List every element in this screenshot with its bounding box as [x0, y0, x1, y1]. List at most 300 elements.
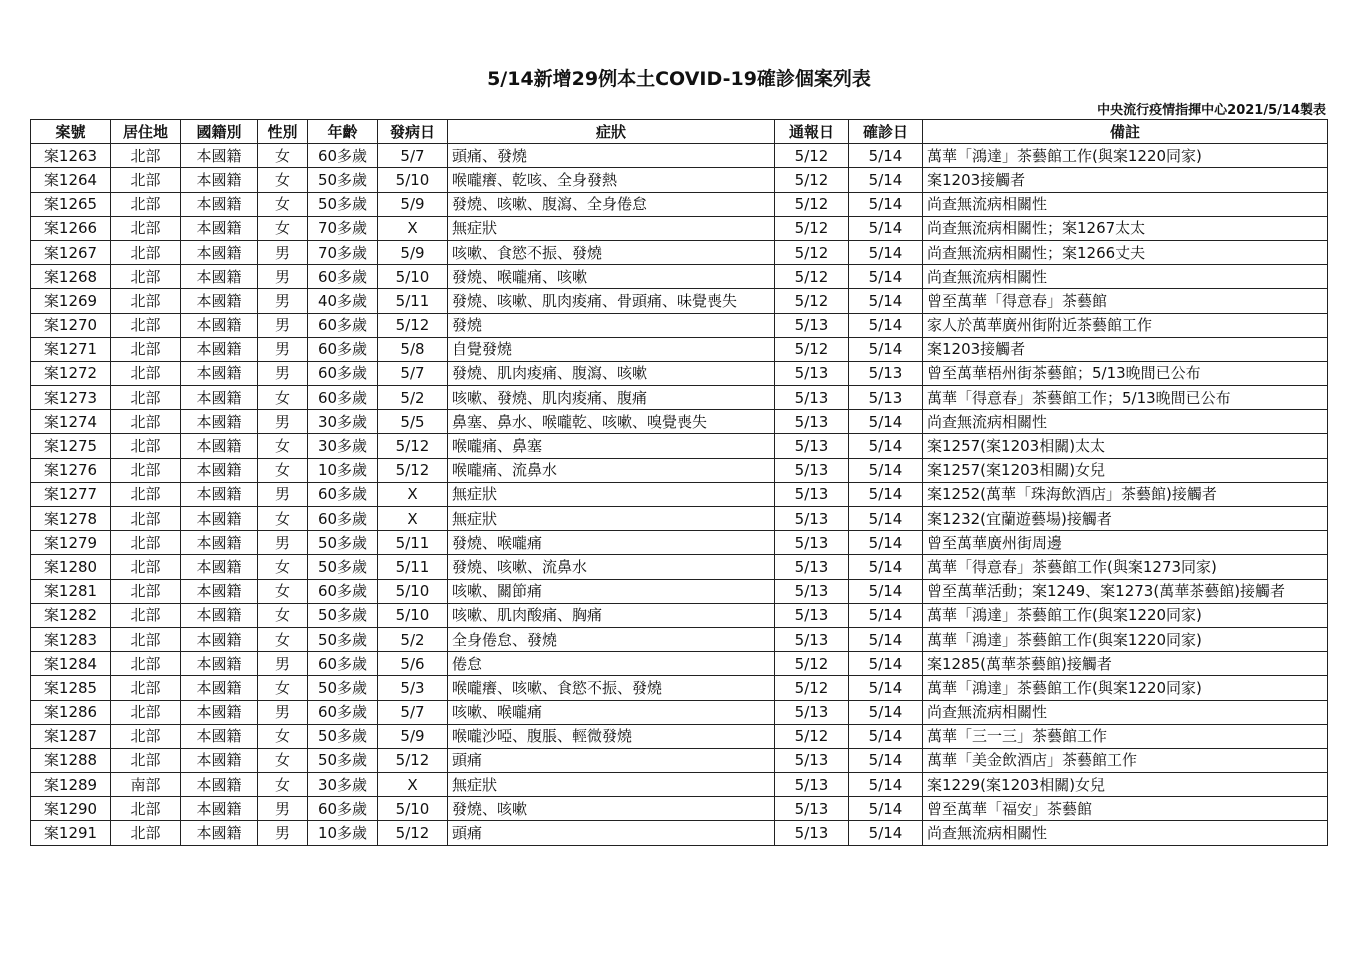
cell-notes: 案1229(案1203相關)女兒: [923, 773, 1328, 797]
cell-sex: 男: [258, 289, 308, 313]
cell-notes: 萬華「美金飲酒店」茶藝館工作: [923, 748, 1328, 772]
table-row: [31, 168, 1328, 192]
cell-age: 10多歲: [308, 458, 378, 482]
cell-confirm-date: 5/14: [849, 337, 923, 361]
cell-age: 50多歲: [308, 192, 378, 216]
issuer-date-note: 中央流行疫情指揮中心2021/5/14製表: [1097, 103, 1326, 118]
cell-sex: 男: [258, 821, 308, 845]
cell-age: 60多歲: [308, 265, 378, 289]
cell-confirm-date: 5/14: [849, 410, 923, 434]
cell-nationality: 本國籍: [181, 240, 258, 264]
cell-nationality: 本國籍: [181, 361, 258, 385]
cell-notes: 案1285(萬華茶藝館)接觸者: [923, 652, 1328, 676]
cell-notes: 尚查無流病相關性: [923, 192, 1328, 216]
case-rows: [31, 144, 1328, 845]
cell-sex: 男: [258, 482, 308, 506]
cell-onset-date: 5/10: [378, 603, 448, 627]
cell-sex: 女: [258, 676, 308, 700]
cell-case-id: 案1269: [31, 289, 111, 313]
cell-sex: 女: [258, 748, 308, 772]
cell-age: 60多歲: [308, 144, 378, 168]
cell-case-id: 案1265: [31, 192, 111, 216]
cell-symptoms: 發燒、咳嗽、腹瀉、全身倦怠: [448, 192, 775, 216]
cell-symptoms: 喉嚨癢、乾咳、全身發熱: [448, 168, 775, 192]
cell-confirm-date: 5/14: [849, 652, 923, 676]
cell-case-id: 案1275: [31, 434, 111, 458]
cell-onset-date: 5/11: [378, 531, 448, 555]
cell-report-date: 5/13: [775, 434, 849, 458]
cell-case-id: 案1291: [31, 821, 111, 845]
cell-confirm-date: 5/14: [849, 458, 923, 482]
cell-onset-date: X: [378, 216, 448, 240]
cell-symptoms: 倦怠: [448, 652, 775, 676]
cell-case-id: 案1282: [31, 603, 111, 627]
cell-symptoms: 喉嚨癢、咳嗽、食慾不振、發燒: [448, 676, 775, 700]
cell-sex: 女: [258, 603, 308, 627]
table-row: [31, 240, 1328, 264]
cell-report-date: 5/12: [775, 144, 849, 168]
cell-onset-date: 5/7: [378, 700, 448, 724]
cell-symptoms: 發燒、咳嗽、肌肉痠痛、骨頭痛、味覺喪失: [448, 289, 775, 313]
cell-notes: 尚查無流病相關性；案1267太太: [923, 216, 1328, 240]
cell-residence: 北部: [111, 216, 181, 240]
col-header-age: 年齡: [308, 120, 378, 144]
cell-symptoms: 頭痛: [448, 821, 775, 845]
cell-residence: 北部: [111, 361, 181, 385]
cell-sex: 女: [258, 144, 308, 168]
table-row: [31, 507, 1328, 531]
cell-age: 50多歲: [308, 748, 378, 772]
cell-symptoms: 喉嚨沙啞、腹脹、輕微發燒: [448, 724, 775, 748]
cell-notes: 萬華「鴻達」茶藝館工作(與案1220同家): [923, 144, 1328, 168]
cell-sex: 女: [258, 724, 308, 748]
cell-notes: 萬華「三一三」茶藝館工作: [923, 724, 1328, 748]
cell-case-id: 案1290: [31, 797, 111, 821]
cell-nationality: 本國籍: [181, 700, 258, 724]
cell-confirm-date: 5/14: [849, 434, 923, 458]
cell-residence: 北部: [111, 386, 181, 410]
cell-notes: 萬華「鴻達」茶藝館工作(與案1220同家): [923, 676, 1328, 700]
table-row: [31, 724, 1328, 748]
cell-notes: 尚查無流病相關性: [923, 700, 1328, 724]
cell-notes: 曾至萬華「福安」茶藝館: [923, 797, 1328, 821]
cell-sex: 男: [258, 337, 308, 361]
cell-confirm-date: 5/14: [849, 700, 923, 724]
cell-notes: 案1252(萬華「珠海飲酒店」茶藝館)接觸者: [923, 482, 1328, 506]
cell-case-id: 案1285: [31, 676, 111, 700]
cell-case-id: 案1268: [31, 265, 111, 289]
cell-report-date: 5/12: [775, 724, 849, 748]
cell-notes: 曾至萬華廣州街周邊: [923, 531, 1328, 555]
cell-nationality: 本國籍: [181, 627, 258, 651]
cell-nationality: 本國籍: [181, 603, 258, 627]
cell-sex: 女: [258, 555, 308, 579]
cell-confirm-date: 5/14: [849, 216, 923, 240]
table-row: [31, 386, 1328, 410]
cell-residence: 北部: [111, 434, 181, 458]
cell-symptoms: 頭痛: [448, 748, 775, 772]
cell-symptoms: 發燒、咳嗽: [448, 797, 775, 821]
cell-confirm-date: 5/14: [849, 821, 923, 845]
cell-symptoms: 全身倦怠、發燒: [448, 627, 775, 651]
cell-case-id: 案1288: [31, 748, 111, 772]
cell-symptoms: 無症狀: [448, 482, 775, 506]
cell-onset-date: 5/2: [378, 627, 448, 651]
cell-onset-date: 5/12: [378, 313, 448, 337]
cell-symptoms: 鼻塞、鼻水、喉嚨乾、咳嗽、嗅覺喪失: [448, 410, 775, 434]
cell-nationality: 本國籍: [181, 289, 258, 313]
cell-notes: 尚查無流病相關性；案1266丈夫: [923, 240, 1328, 264]
cell-residence: 北部: [111, 700, 181, 724]
cell-case-id: 案1278: [31, 507, 111, 531]
cell-case-id: 案1264: [31, 168, 111, 192]
cell-notes: 案1232(宜蘭遊藝場)接觸者: [923, 507, 1328, 531]
cell-case-id: 案1276: [31, 458, 111, 482]
cell-onset-date: 5/10: [378, 797, 448, 821]
cell-case-id: 案1263: [31, 144, 111, 168]
cell-report-date: 5/13: [775, 507, 849, 531]
cell-age: 50多歲: [308, 555, 378, 579]
cell-sex: 男: [258, 700, 308, 724]
cell-report-date: 5/13: [775, 555, 849, 579]
cell-symptoms: 頭痛、發燒: [448, 144, 775, 168]
cell-residence: 北部: [111, 192, 181, 216]
cell-symptoms: 咳嗽、食慾不振、發燒: [448, 240, 775, 264]
cell-report-date: 5/12: [775, 216, 849, 240]
case-table: [30, 119, 1328, 846]
cell-residence: 北部: [111, 458, 181, 482]
cell-sex: 女: [258, 458, 308, 482]
col-header-notes: 備註: [923, 120, 1328, 144]
cell-symptoms: 咳嗽、發燒、肌肉痠痛、腹痛: [448, 386, 775, 410]
cell-symptoms: 發燒: [448, 313, 775, 337]
col-header-confirm-date: 確診日: [849, 120, 923, 144]
table-row: [31, 748, 1328, 772]
cell-sex: 女: [258, 216, 308, 240]
cell-age: 60多歲: [308, 507, 378, 531]
cell-report-date: 5/13: [775, 410, 849, 434]
cell-onset-date: 5/2: [378, 386, 448, 410]
cell-confirm-date: 5/14: [849, 289, 923, 313]
col-header-residence: 居住地: [111, 120, 181, 144]
cell-case-id: 案1267: [31, 240, 111, 264]
cell-onset-date: 5/6: [378, 652, 448, 676]
cell-onset-date: 5/12: [378, 434, 448, 458]
cell-nationality: 本國籍: [181, 507, 258, 531]
cell-residence: 北部: [111, 652, 181, 676]
cell-nationality: 本國籍: [181, 434, 258, 458]
cell-symptoms: 無症狀: [448, 773, 775, 797]
cell-nationality: 本國籍: [181, 337, 258, 361]
cell-report-date: 5/13: [775, 458, 849, 482]
cell-symptoms: 喉嚨痛、流鼻水: [448, 458, 775, 482]
cell-confirm-date: 5/14: [849, 603, 923, 627]
table-row: [31, 410, 1328, 434]
cell-residence: 北部: [111, 313, 181, 337]
cell-nationality: 本國籍: [181, 386, 258, 410]
table-row: [31, 289, 1328, 313]
cell-sex: 女: [258, 773, 308, 797]
table-row: [31, 627, 1328, 651]
cell-sex: 男: [258, 240, 308, 264]
cell-symptoms: 咳嗽、關節痛: [448, 579, 775, 603]
cell-sex: 女: [258, 579, 308, 603]
cell-notes: 萬華「得意春」茶藝館工作(與案1273同家): [923, 555, 1328, 579]
cell-notes: 萬華「得意春」茶藝館工作；5/13晚間已公布: [923, 386, 1328, 410]
cell-case-id: 案1283: [31, 627, 111, 651]
cell-report-date: 5/13: [775, 361, 849, 385]
cell-age: 70多歲: [308, 240, 378, 264]
cell-symptoms: 無症狀: [448, 216, 775, 240]
cell-report-date: 5/13: [775, 773, 849, 797]
cell-age: 70多歲: [308, 216, 378, 240]
cell-nationality: 本國籍: [181, 797, 258, 821]
cell-residence: 北部: [111, 555, 181, 579]
cell-age: 50多歲: [308, 676, 378, 700]
cell-report-date: 5/12: [775, 192, 849, 216]
cell-residence: 南部: [111, 773, 181, 797]
document-title: 5/14新增29例本土COVID-19確診個案列表: [487, 68, 871, 90]
cell-onset-date: 5/9: [378, 192, 448, 216]
header-row: [31, 120, 1328, 144]
cell-confirm-date: 5/14: [849, 627, 923, 651]
cell-case-id: 案1272: [31, 361, 111, 385]
cell-onset-date: 5/5: [378, 410, 448, 434]
cell-confirm-date: 5/13: [849, 361, 923, 385]
cell-onset-date: 5/11: [378, 555, 448, 579]
cell-notes: 尚查無流病相關性: [923, 821, 1328, 845]
cell-onset-date: 5/12: [378, 748, 448, 772]
table-row: [31, 531, 1328, 555]
table-row: [31, 337, 1328, 361]
table-row: [31, 458, 1328, 482]
cell-case-id: 案1284: [31, 652, 111, 676]
cell-age: 60多歲: [308, 579, 378, 603]
table-row: [31, 821, 1328, 845]
cell-residence: 北部: [111, 531, 181, 555]
cell-confirm-date: 5/13: [849, 386, 923, 410]
cell-nationality: 本國籍: [181, 410, 258, 434]
cell-case-id: 案1277: [31, 482, 111, 506]
cell-onset-date: 5/8: [378, 337, 448, 361]
cell-sex: 女: [258, 168, 308, 192]
cell-age: 30多歲: [308, 410, 378, 434]
cell-report-date: 5/13: [775, 797, 849, 821]
cell-confirm-date: 5/14: [849, 144, 923, 168]
cell-age: 60多歲: [308, 313, 378, 337]
col-header-report-date: 通報日: [775, 120, 849, 144]
cell-age: 60多歲: [308, 652, 378, 676]
cell-age: 50多歲: [308, 724, 378, 748]
cell-onset-date: 5/7: [378, 361, 448, 385]
cell-report-date: 5/12: [775, 676, 849, 700]
cell-report-date: 5/13: [775, 700, 849, 724]
cell-notes: 萬華「鴻達」茶藝館工作(與案1220同家): [923, 627, 1328, 651]
cell-notes: 案1257(案1203相關)太太: [923, 434, 1328, 458]
cell-onset-date: 5/10: [378, 168, 448, 192]
cell-confirm-date: 5/14: [849, 507, 923, 531]
cell-residence: 北部: [111, 748, 181, 772]
col-header-sex: 性別: [258, 120, 308, 144]
cell-age: 60多歲: [308, 797, 378, 821]
cell-case-id: 案1287: [31, 724, 111, 748]
cell-confirm-date: 5/14: [849, 748, 923, 772]
cell-report-date: 5/12: [775, 168, 849, 192]
cell-report-date: 5/12: [775, 265, 849, 289]
cell-residence: 北部: [111, 821, 181, 845]
cell-confirm-date: 5/14: [849, 192, 923, 216]
cell-nationality: 本國籍: [181, 458, 258, 482]
cell-age: 30多歲: [308, 773, 378, 797]
cell-onset-date: X: [378, 482, 448, 506]
cell-notes: 曾至萬華活動；案1249、案1273(萬華茶藝館)接觸者: [923, 579, 1328, 603]
cell-symptoms: 無症狀: [448, 507, 775, 531]
cell-onset-date: X: [378, 507, 448, 531]
cell-notes: 案1257(案1203相關)女兒: [923, 458, 1328, 482]
cell-sex: 男: [258, 410, 308, 434]
cell-residence: 北部: [111, 627, 181, 651]
cell-case-id: 案1279: [31, 531, 111, 555]
table-row: [31, 313, 1328, 337]
cell-residence: 北部: [111, 289, 181, 313]
table-row: [31, 700, 1328, 724]
table-row: [31, 603, 1328, 627]
cell-case-id: 案1289: [31, 773, 111, 797]
cell-report-date: 5/13: [775, 482, 849, 506]
cell-confirm-date: 5/14: [849, 482, 923, 506]
cell-confirm-date: 5/14: [849, 579, 923, 603]
table-row: [31, 144, 1328, 168]
table-row: [31, 652, 1328, 676]
cell-notes: 案1203接觸者: [923, 337, 1328, 361]
cell-confirm-date: 5/14: [849, 313, 923, 337]
cell-case-id: 案1281: [31, 579, 111, 603]
cell-case-id: 案1270: [31, 313, 111, 337]
table-row: [31, 361, 1328, 385]
cell-onset-date: 5/9: [378, 724, 448, 748]
table-row: [31, 265, 1328, 289]
cell-nationality: 本國籍: [181, 265, 258, 289]
cell-confirm-date: 5/14: [849, 676, 923, 700]
cell-age: 50多歲: [308, 627, 378, 651]
cell-nationality: 本國籍: [181, 724, 258, 748]
cell-report-date: 5/12: [775, 240, 849, 264]
cell-nationality: 本國籍: [181, 676, 258, 700]
cell-residence: 北部: [111, 579, 181, 603]
cell-notes: 曾至萬華梧州街茶藝館；5/13晚間已公布: [923, 361, 1328, 385]
cell-sex: 女: [258, 507, 308, 531]
cell-age: 30多歲: [308, 434, 378, 458]
cell-sex: 女: [258, 627, 308, 651]
table-row: [31, 773, 1328, 797]
cell-nationality: 本國籍: [181, 216, 258, 240]
cell-age: 40多歲: [308, 289, 378, 313]
cell-nationality: 本國籍: [181, 482, 258, 506]
cell-symptoms: 發燒、喉嚨痛: [448, 531, 775, 555]
cell-sex: 女: [258, 386, 308, 410]
cell-age: 60多歲: [308, 386, 378, 410]
cell-symptoms: 咳嗽、喉嚨痛: [448, 700, 775, 724]
cell-nationality: 本國籍: [181, 555, 258, 579]
cell-notes: 曾至萬華「得意春」茶藝館: [923, 289, 1328, 313]
cell-residence: 北部: [111, 724, 181, 748]
cell-case-id: 案1273: [31, 386, 111, 410]
cell-nationality: 本國籍: [181, 579, 258, 603]
cell-sex: 男: [258, 797, 308, 821]
cell-residence: 北部: [111, 144, 181, 168]
table-row: [31, 482, 1328, 506]
col-header-case-id: 案號: [31, 120, 111, 144]
cell-age: 50多歲: [308, 168, 378, 192]
cell-nationality: 本國籍: [181, 773, 258, 797]
table-row: [31, 797, 1328, 821]
table-row: [31, 216, 1328, 240]
cell-symptoms: 發燒、肌肉痠痛、腹瀉、咳嗽: [448, 361, 775, 385]
cell-onset-date: 5/10: [378, 579, 448, 603]
cell-report-date: 5/13: [775, 821, 849, 845]
cell-report-date: 5/13: [775, 531, 849, 555]
cell-confirm-date: 5/14: [849, 531, 923, 555]
cell-onset-date: 5/3: [378, 676, 448, 700]
cell-residence: 北部: [111, 265, 181, 289]
cell-sex: 女: [258, 434, 308, 458]
cell-nationality: 本國籍: [181, 652, 258, 676]
cell-residence: 北部: [111, 603, 181, 627]
cell-sex: 男: [258, 652, 308, 676]
cell-onset-date: 5/9: [378, 240, 448, 264]
cell-confirm-date: 5/14: [849, 265, 923, 289]
cell-onset-date: 5/11: [378, 289, 448, 313]
cell-notes: 尚查無流病相關性: [923, 410, 1328, 434]
cell-report-date: 5/13: [775, 386, 849, 410]
cell-notes: 家人於萬華廣州街附近茶藝館工作: [923, 313, 1328, 337]
table-row: [31, 434, 1328, 458]
cell-report-date: 5/12: [775, 289, 849, 313]
cell-onset-date: 5/12: [378, 458, 448, 482]
cell-confirm-date: 5/14: [849, 168, 923, 192]
cell-nationality: 本國籍: [181, 144, 258, 168]
cell-symptoms: 發燒、咳嗽、流鼻水: [448, 555, 775, 579]
cell-residence: 北部: [111, 797, 181, 821]
cell-confirm-date: 5/14: [849, 724, 923, 748]
table-row: [31, 579, 1328, 603]
cell-report-date: 5/13: [775, 627, 849, 651]
cell-report-date: 5/12: [775, 652, 849, 676]
cell-symptoms: 咳嗽、肌肉酸痛、胸痛: [448, 603, 775, 627]
cell-notes: 案1203接觸者: [923, 168, 1328, 192]
col-header-nationality: 國籍別: [181, 120, 258, 144]
cell-sex: 女: [258, 192, 308, 216]
cell-age: 60多歲: [308, 482, 378, 506]
cell-sex: 男: [258, 361, 308, 385]
col-header-symptoms: 症狀: [448, 120, 775, 144]
cell-report-date: 5/12: [775, 337, 849, 361]
cell-symptoms: 發燒、喉嚨痛、咳嗽: [448, 265, 775, 289]
col-header-onset-date: 發病日: [378, 120, 448, 144]
cell-case-id: 案1266: [31, 216, 111, 240]
cell-onset-date: 5/7: [378, 144, 448, 168]
cell-confirm-date: 5/14: [849, 555, 923, 579]
table-row: [31, 555, 1328, 579]
cell-residence: 北部: [111, 240, 181, 264]
cell-residence: 北部: [111, 337, 181, 361]
cell-age: 60多歲: [308, 700, 378, 724]
cell-symptoms: 自覺發燒: [448, 337, 775, 361]
cell-symptoms: 喉嚨痛、鼻塞: [448, 434, 775, 458]
cell-nationality: 本國籍: [181, 821, 258, 845]
cell-nationality: 本國籍: [181, 192, 258, 216]
cell-case-id: 案1280: [31, 555, 111, 579]
